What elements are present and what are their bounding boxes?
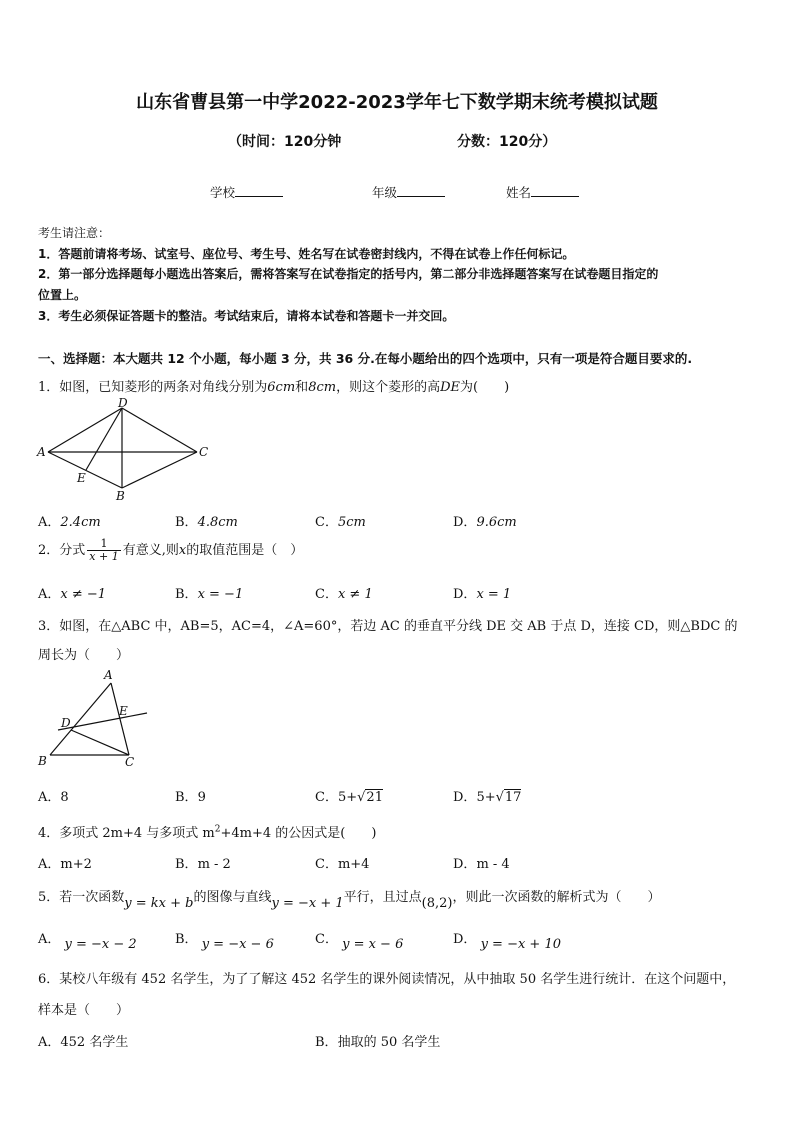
q1-option-a[interactable]: A．2.4cm xyxy=(38,515,101,530)
label-D: D xyxy=(118,396,128,410)
q4-option-c[interactable]: C．m+4 xyxy=(315,857,370,872)
question-6-line1: 6．某校八年级有 452 名学生，为了了解这 452 名学生的课外阅读情况，从中抽取 50 名学生进行统计．在这个问题中， xyxy=(38,972,736,987)
q6-option-b[interactable]: B．抽取的 50 名学生 xyxy=(315,1035,441,1050)
label-C: C xyxy=(125,755,135,769)
grade-label: 年级 xyxy=(372,185,398,200)
label-E: E xyxy=(119,704,128,718)
label-A: A xyxy=(37,445,46,459)
q1-option-b[interactable]: B．4.8cm xyxy=(175,515,238,530)
q2-option-c[interactable]: C．x ≠ 1 xyxy=(315,587,373,602)
question-5: 5．若一次函数y = kx + b的图像与直线y = −x + 1平行，且过点(8,2)，则此一次函数的解析式为（ ） xyxy=(38,890,661,911)
school-label: 学校 xyxy=(210,185,236,200)
q2-option-d[interactable]: D．x = 1 xyxy=(453,587,512,602)
notice-heading: 考生请注意： xyxy=(38,226,111,240)
label-B: B xyxy=(38,754,47,768)
question-3-line2: 周长为（ ） xyxy=(38,648,130,663)
q3-option-c[interactable]: C．5+√21 xyxy=(315,790,383,805)
q4-option-d[interactable]: D．m - 4 xyxy=(453,857,510,872)
q3-option-b[interactable]: B．9 xyxy=(175,790,206,805)
exam-score: 分数：120分） xyxy=(457,134,557,150)
q5-option-a[interactable]: A． y = −x − 2 xyxy=(38,932,137,952)
section-heading: 一、选择题：本大题共 12 个小题，每小题 3 分，共 36 分.在每小题给出的四个选项中，只有一项是符合题目要求的. xyxy=(38,351,693,366)
school-field[interactable] xyxy=(210,183,283,201)
label-E: E xyxy=(77,471,86,485)
q6-option-a[interactable]: A．452 名学生 xyxy=(38,1035,129,1050)
q2-option-a[interactable]: A．x ≠ −1 xyxy=(38,587,107,602)
triangle-figure xyxy=(34,668,152,770)
question-4: 4．多项式 2m+4 与多项式 $m^2+4m+4$ 的公因式是( ) xyxy=(38,824,377,841)
label-B: B xyxy=(116,489,125,503)
notice-item: 3．考生必须保证答题卡的整洁。考试结束后，请将本试卷和答题卡一并交回。 xyxy=(38,309,455,323)
q3-option-a[interactable]: A．8 xyxy=(38,790,69,805)
name-label: 姓名 xyxy=(506,185,532,200)
fraction: $\frac{1}{x + 1}$ xyxy=(89,537,119,563)
rhombus-figure xyxy=(34,396,214,504)
q2-option-b[interactable]: B．x = −1 xyxy=(175,587,244,602)
grade-field[interactable] xyxy=(372,183,445,201)
q4-option-b[interactable]: B．m - 2 xyxy=(175,857,231,872)
name-field[interactable] xyxy=(506,183,579,201)
label-C: C xyxy=(199,445,209,459)
q5-option-c[interactable]: C． y = x − 6 xyxy=(315,932,404,952)
question-2: 2．分式 $\frac{1}{x + 1}$ 有意义,则x的取值范围是（ ） xyxy=(38,537,304,563)
exam-time: （时间：120分钟 xyxy=(228,134,342,150)
notice-item: 2．第一部分选择题每小题选出答案后，需将答案写在试卷指定的括号内，第二部分非选择题答案写在试卷题目指定的 xyxy=(38,267,659,281)
q5-option-b[interactable]: B． y = −x − 6 xyxy=(175,932,274,952)
q3-option-d[interactable]: D．5+√17 xyxy=(453,790,522,805)
q5-option-d[interactable]: D． y = −x + 10 xyxy=(453,932,562,952)
q1-option-d[interactable]: D．9.6cm xyxy=(453,515,517,530)
question-1: 1．如图，已知菱形的两条对角线分别为6cm和8cm，则这个菱形的高DE为( ) xyxy=(38,380,510,395)
page-title: 山东省曹县第一中学2022-2023学年七下数学期末统考模拟试题 xyxy=(136,92,658,113)
question-3-line1: 3．如图，在△ABC 中，AB=5，AC=4，∠A=60°，若边 AC 的垂直平分线 DE 交 AB 于点 D，连接 CD，则△BDC 的 xyxy=(38,619,738,634)
q4-option-a[interactable]: A．m+2 xyxy=(38,857,92,872)
notice-item: 1．答题前请将考场、试室号、座位号、考生号、姓名写在试卷密封线内，不得在试卷上作任何标记。 xyxy=(38,247,575,261)
question-6-line2: 样本是（ ） xyxy=(38,1003,130,1018)
notice-item: 位置上。 xyxy=(38,288,87,302)
label-A: A xyxy=(104,668,113,682)
label-D: D xyxy=(61,716,71,730)
q1-option-c[interactable]: C．5cm xyxy=(315,515,366,530)
